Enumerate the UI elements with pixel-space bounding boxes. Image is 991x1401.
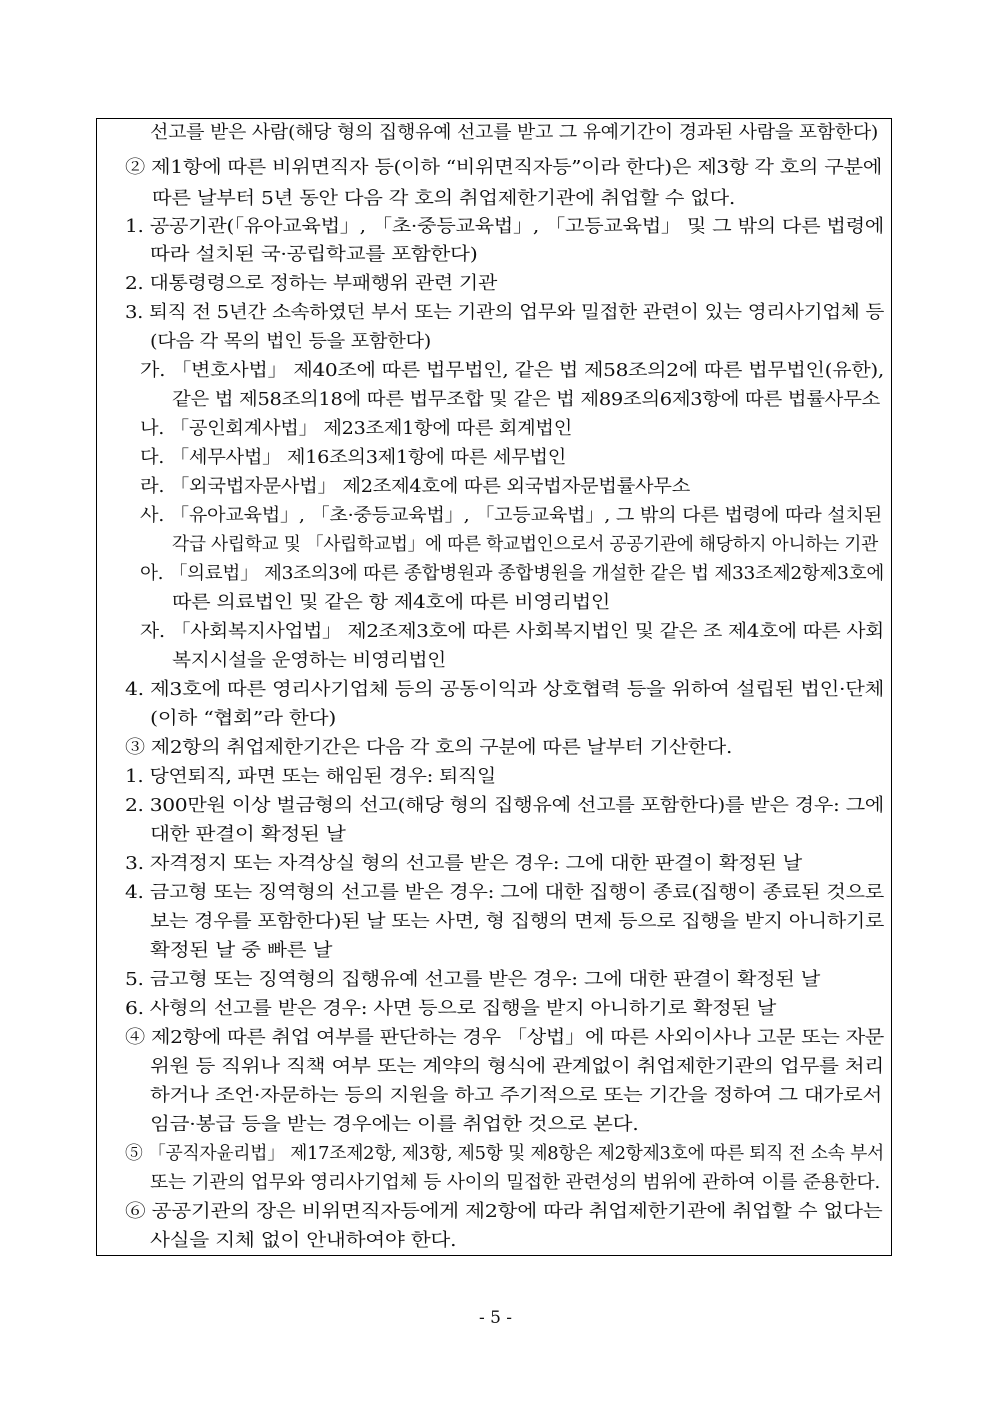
text-line-content: 사실을 지체 없이 안내하여야 한다.: [150, 1230, 457, 1251]
text-line-content: ③ 제2항의 취업제한기간은 다음 각 호의 구분에 따른 날부터 기산한다.: [125, 737, 733, 758]
text-line: [0, 414, 991, 443]
text-line-content: 1. 공공기관(「유아교육법」, 「초·중등교육법」, 「고등교육법」 및 그 밖의 다른 법령에: [125, 216, 884, 237]
text-line: [0, 994, 991, 1023]
text-line: [0, 1197, 991, 1226]
text-line-content: 4. 금고형 또는 징역형의 선고를 받은 경우: 그에 대한 집행이 종료(집행이 종료된 것으로: [125, 882, 884, 903]
text-line-content: ⑤ 「공직자윤리법」 제17조제2항, 제3항, 제5항 및 제8항은 제2항제3호에 따른 퇴직 전 소속 부서: [125, 1143, 885, 1164]
text-line-content: ⑥ 공공기관의 장은 비위면직자등에게 제2항에 따라 취업제한기관에 취업할 수 없다는: [125, 1201, 883, 1222]
text-line: [0, 733, 991, 762]
text-line: [0, 936, 991, 965]
text-line: [0, 118, 991, 147]
text-line-content: 대한 판결이 확정된 날: [150, 824, 346, 845]
text-line-content: 가. 「변호사법」 제40조에 따른 법무법인, 같은 법 제58조의2에 따른 법무법인(유한),: [140, 360, 884, 381]
text-line-content: 3. 자격정지 또는 자격상실 형의 선고를 받은 경우: 그에 대한 판결이 확정된 날: [125, 853, 802, 874]
text-line-content: 위원 등 직위나 직책 여부 또는 계약의 형식에 관계없이 취업제한기관의 업무를 처리: [150, 1056, 884, 1077]
text-line: [0, 184, 991, 213]
text-line: [0, 1081, 991, 1110]
text-line: [0, 1110, 991, 1139]
text-line: [0, 675, 991, 704]
page-number: - 5 -: [478, 1308, 513, 1328]
text-line: [0, 472, 991, 501]
text-line: [0, 849, 991, 878]
text-line: [0, 1023, 991, 1052]
text-line: [0, 1139, 991, 1168]
text-line-content: 2. 300만원 이상 벌금형의 선고(해당 형의 집행유예 선고를 포함한다)를 받은 경우: 그에: [125, 795, 885, 816]
text-line: [0, 385, 991, 414]
text-line: [0, 1168, 991, 1197]
text-line: [0, 559, 991, 588]
text-line-content: 따른 날부터 5년 동안 다음 각 호의 취업제한기관에 취업할 수 없다.: [152, 188, 736, 209]
text-line-content: 따른 의료법인 및 같은 항 제4호에 따른 비영리법인: [172, 592, 611, 613]
text-line: [0, 762, 991, 791]
text-line: [0, 617, 991, 646]
text-line-content: 확정된 날 중 빠른 날: [150, 940, 333, 961]
text-line-content: 복지시설을 운영하는 비영리법인: [172, 650, 447, 671]
text-line: [0, 646, 991, 675]
text-line-content: 4. 제3호에 따른 영리사기업체 등의 공동이익과 상호협력 등을 위하여 설립된 법인·단체: [125, 679, 884, 700]
text-line: [0, 298, 991, 327]
text-line: [0, 443, 991, 472]
text-line: [0, 356, 991, 385]
text-line-content: 또는 기관의 업무와 영리사기업체 등 사이의 밀접한 관련성의 범위에 관하여 이를 준용한다.: [150, 1172, 881, 1193]
text-line-content: ② 제1항에 따른 비위면직자 등(이하 “비위면직자등”이라 한다)은 제3항 각 호의 구분에: [125, 157, 883, 178]
text-line: [0, 791, 991, 820]
text-line-content: 하거나 조언·자문하는 등의 지원을 하고 주기적으로 또는 기간을 정하여 그 대가로서: [150, 1085, 882, 1106]
text-line: [0, 878, 991, 907]
text-line: [0, 965, 991, 994]
text-line-content: 따라 설치된 국·공립학교를 포함한다): [150, 244, 478, 265]
text-line: [0, 1226, 991, 1255]
text-line-content: 6. 사형의 선고를 받은 경우: 사면 등으로 집행을 받지 아니하기로 확정된 날: [125, 998, 776, 1019]
text-line-content: 아. 「의료법」 제3조의3에 따른 종합병원과 종합병원을 개설한 같은 법 제33조제2항제3호에: [140, 563, 884, 584]
text-line: [0, 501, 991, 530]
text-line: [0, 530, 991, 559]
text-line-content: 1. 당연퇴직, 파면 또는 해임된 경우: 퇴직일: [125, 766, 497, 787]
text-line-content: 2. 대통령령으로 정하는 부패행위 관련 기관: [125, 273, 497, 294]
text-line-content: 사. 「유아교육법」, 「초·중등교육법」, 「고등교육법」, 그 밖의 다른 법령에 따라 설치된: [140, 505, 882, 526]
text-line-content: 같은 법 제58조의18에 따른 법무조합 및 같은 법 제89조의6제3항에 따른 법률사무소: [172, 389, 880, 410]
text-line: [0, 240, 991, 269]
text-line: [0, 212, 991, 241]
text-line: [0, 704, 991, 733]
text-line-content: 라. 「외국법자문사법」 제2조제4호에 따른 외국법자문법률사무소: [140, 476, 691, 497]
text-line-content: 다. 「세무사법」 제16조의3제1항에 따른 세무법인: [140, 447, 567, 468]
text-line-content: 보는 경우를 포함한다)된 날 또는 사면, 형 집행의 면제 등으로 집행을 받지 아니하기로: [150, 911, 885, 932]
text-line-content: 선고를 받은 사람(해당 형의 집행유예 선고를 받고 그 유예기간이 경과된 사람을 포함한다): [150, 122, 879, 143]
text-line-content: 자. 「사회복지사업법」 제2조제3호에 따른 사회복지법인 및 같은 조 제4호에 따른 사회: [140, 621, 884, 642]
text-line-content: (다음 각 목의 법인 등을 포함한다): [150, 331, 431, 352]
text-line-content: ④ 제2항에 따른 취업 여부를 판단하는 경우 「상법」에 따른 사외이사나 고문 또는 자문: [125, 1027, 884, 1048]
text-line-content: 나. 「공인회계사법」 제23조제1항에 따른 회계법인: [140, 418, 573, 439]
text-line: [0, 269, 991, 298]
text-line-content: 각급 사립학교 및 「사립학교법」에 따른 학교법인으로서 공공기관에 해당하지 아니하는 기관: [172, 534, 878, 555]
text-line: [0, 1052, 991, 1081]
text-line: [0, 153, 991, 182]
text-line-content: 3. 퇴직 전 5년간 소속하였던 부서 또는 기관의 업무와 밀접한 관련이 있는 영리사기업체 등: [125, 302, 885, 323]
text-line: [0, 907, 991, 936]
text-line: [0, 327, 991, 356]
text-line-content: 임금·봉급 등을 받는 경우에는 이를 취업한 것으로 본다.: [150, 1114, 639, 1135]
text-line: [0, 820, 991, 849]
text-line-content: 5. 금고형 또는 징역형의 집행유예 선고를 받은 경우: 그에 대한 판결이 확정된 날: [125, 969, 821, 990]
text-line: [0, 588, 991, 617]
text-line-content: (이하 “협회”라 한다): [150, 708, 336, 729]
